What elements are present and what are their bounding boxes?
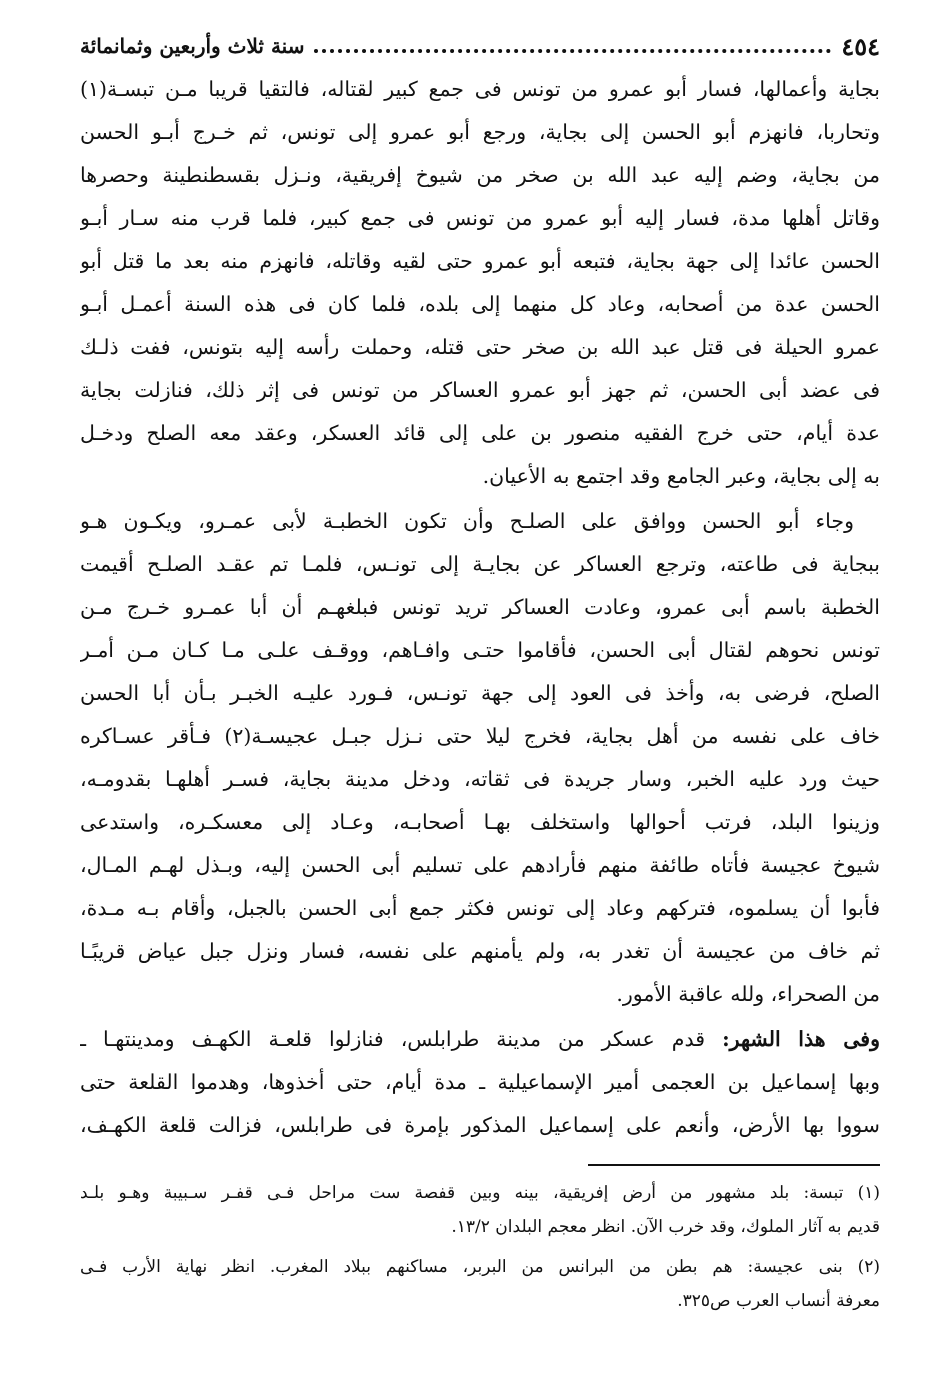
text-line: شيوخ عجيسة فأتاه طائفة منهم فأرادهم على تسليم أبى الحسن إليه، وبـذل لهـم المـال، [80, 853, 880, 877]
paragraph-2 [80, 500, 880, 543]
text-line: الحسن عائدا إلى جهة بجاية، فتبعه أبو عمرو حتى لقيه وقاتله، فانهزم منه بعد ما قتل أبو [80, 249, 880, 273]
text-line: الحسن عدة من أصحابه، وعاد كل منهما إلى بلده، فلما كان فى هذه السنة أعمـل أبـو [80, 292, 880, 316]
paragraph-lead: وفى هذا الشهر: [722, 1027, 880, 1051]
text-line: فأبوا أن يسلموه، فتركهم وعاد إلى تونس فكثر جمع أبى الحسن بالجبل، وأقام بـه مـدة، [80, 896, 880, 920]
text-line: حيث ورد عليه الخبر، وسار جريدة فى ثقاته، ودخل مدينة بجاية، فسـر أهلهـا بقدومـه، [80, 767, 880, 791]
text-line: تونس نحوهم لقتال أبى الحسن، فأقاموا حتـى وافـاهم، ووقـف علـى مـا كـان مـن أمـر [80, 638, 880, 662]
header-title: سنة ثلاث وأربعين وثمانمائة [80, 34, 305, 58]
text-line: وبها إسماعيل بن العجمى أمير الإسماعيلية ـ مدة أيام، حتى أخذوها، وهدموا القلعة حتى [80, 1070, 880, 1094]
text-line: عمرو الحيلة فى قتل عبد الله بن صخر حتى قتله، وحملت رأسه إليه بتونس، ففت ذلـك [80, 335, 880, 359]
footnote-line: (١) تبسة: بلد مشهور من أرض إفريقية، بينه وبين قفصة ست مراحل فـى قفـر سـبيبة وهـو بلـد [80, 1183, 880, 1203]
footnote-line: قديم به آثار الملوك، وقد خرب الآن. انظر معجم البلدان ١٣/٢. [451, 1217, 880, 1237]
text-line: وقاتل أهلها مدة، فسار إليه أبو عمرو من تونس فى جمع كبير، فلما قرب منه سـار أبـو [80, 206, 880, 230]
text-line [80, 1018, 880, 1061]
text-line: وتحاربا، فانهزم أبو الحسن إلى بجاية، ورجع أبو عمرو إلى تونس، ثم خـرج أبـو الحسن [80, 120, 880, 144]
text-line: وزينوا البلد، فرتب أحوالها واستخلف بهـا أصحابـه، وعـاد إلى معسكـره، واستدعى [80, 810, 880, 834]
text-line: من بجاية، وضم إليه عبد الله بن صخر من شيوخ إفريقية، ونـزل بقسطنطينة وحصرها [80, 163, 880, 187]
text-line: خاف على نفسه من أهل بجاية، فخرج ليلا حتى نـزل جبـل عجيسـة(٢) فـأقر عسـاكره [80, 724, 880, 748]
footnote-separator [588, 1164, 880, 1166]
text-span: قدم عسكر من مدينة طرابلس، فنازلوا قلعـة الكهـف ومدينتهـا ـ [80, 1027, 723, 1051]
page-number: ٤٥٤ [841, 31, 880, 61]
text-line: الخطبة باسم أبى عمرو، وعادت العساكر تريد تونس فبلغهـم أن أبا عمـرو خـرج مـن [80, 595, 880, 619]
text-line: سووا بها الأرض، وأنعم على إسماعيل المذكور بإمرة فى طرابلس، فزالت قلعة الكهـف، [80, 1113, 880, 1137]
text-line: عدة أيام، حتى خرج الفقيه منصور بن على إلى قائد العسكر، وعقد معه الصلح ودخـل [80, 421, 880, 445]
paragraph-2-cont [80, 543, 880, 1016]
text-line: الصلح، فرضى به، وأخذ فى العود إلى جهة تونـس، فـورد عليـه الخبـر بـأن أبا الحسن [80, 681, 880, 705]
text-line: من الصحراء، ولله عاقبة الأمور. [616, 982, 880, 1006]
paragraph-3 [80, 1018, 880, 1147]
text-line: فى عضد أبى الحسن، ثم جهز أبو عمرو العساكر من تونس فى إثر ذلك، فنازلت بجاية [80, 378, 880, 402]
footnote-line: معرفة أنساب العرب ص٣٢٥. [677, 1291, 880, 1311]
text-line: وجاء أبو الحسن ووافق على الصلـح وأن تكون الخطبـة لأبى عمـرو، ويكـون هـو [80, 509, 854, 533]
footnote-line: (٢) بنى عجيسة: هم بطن من البرانس من البربر، مساكنهم ببلاد المغرب. انظر نهاية الأرب فـى [80, 1257, 880, 1277]
main-text [80, 68, 880, 1147]
header-dot-leader [314, 39, 831, 53]
footnotes [80, 1176, 880, 1318]
text-line: ثم خاف من عجيسة أن تغدر به، ولم يأمنهم على نفسه، فسار ونزل جبل عياض قريبًـا [80, 939, 880, 963]
text-line: ببجاية فى طاعته، وترجع العساكر عن بجايـة إلى تونـس، فلمـا تم عقـد الصلـح أقيمت [80, 552, 880, 576]
paragraph-1 [80, 68, 880, 498]
text-line: به إلى بجاية، وعبر الجامع وقد اجتمع به الأعيان. [482, 464, 880, 488]
text-line: بجاية وأعمالها، فسار أبو عمرو من تونس فى جمع كبير لقتاله، فالتقيا قريبا مـن تبسـة(١) [80, 77, 880, 101]
running-header [80, 28, 880, 64]
